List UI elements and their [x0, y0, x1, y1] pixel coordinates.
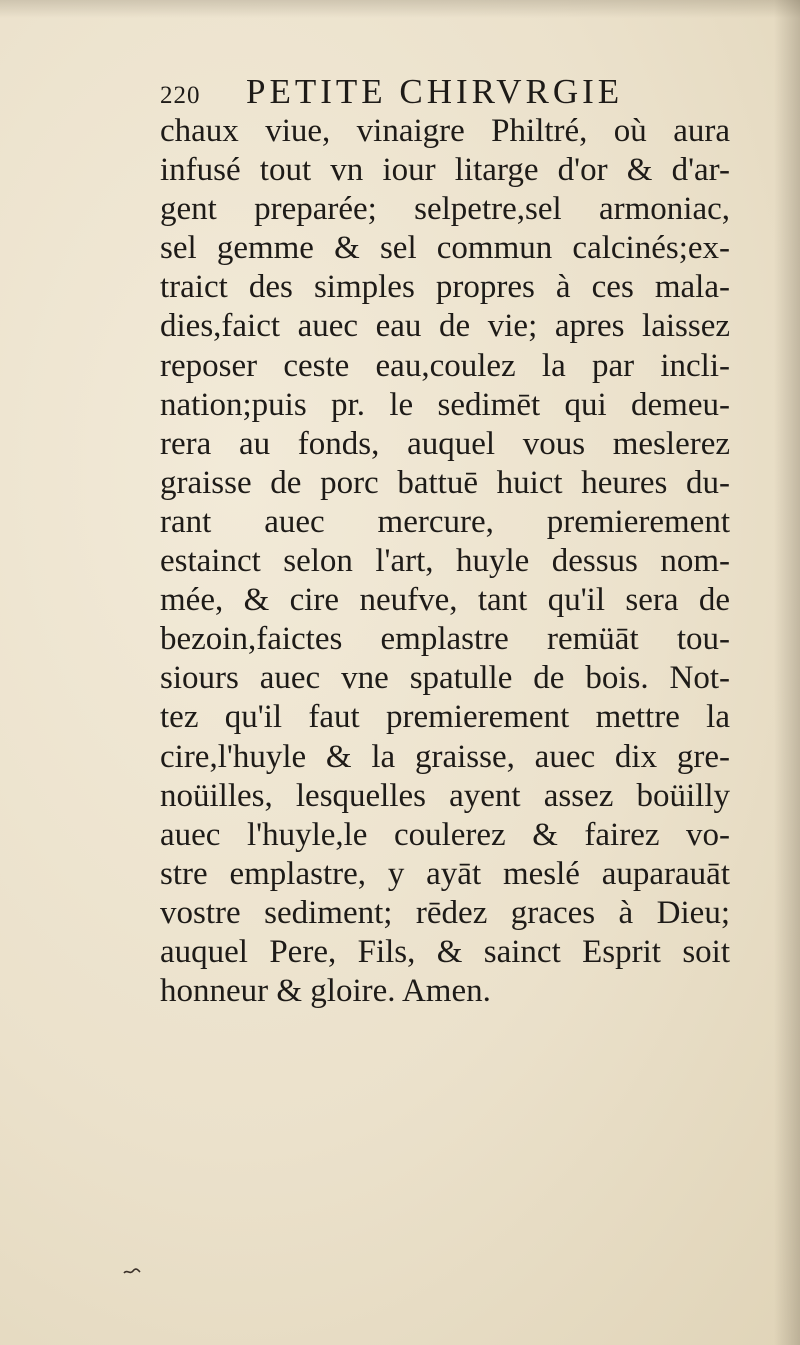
page-number: 220	[160, 82, 201, 109]
text-line: gent preparée; selpetre,sel armoniac,	[160, 191, 730, 228]
text-line: auec l'huyle,le coulerez & fairez vo-	[160, 816, 730, 853]
text-line: noüilles, lesquelles ayent assez boüilly	[160, 777, 730, 814]
text-line: cire,l'huyle & la graisse, auec dix gre-	[160, 738, 730, 775]
page-header	[160, 72, 680, 116]
text-line: infusé tout vn iour litarge d'or & d'ar-	[160, 152, 730, 189]
text-line: rant auec mercure, premierement	[160, 503, 730, 540]
text-line: chaux viue, vinaigre Philtré, où aura	[160, 113, 730, 149]
text-line: sel gemme & sel commun calcinés;ex-	[160, 230, 730, 267]
text-line: tez qu'il faut premierement mettre la	[160, 699, 730, 736]
text-line: nation;puis pr. le sedimēt qui demeu-	[160, 386, 730, 423]
running-head: PETITE CHIRVRGIE	[246, 72, 624, 111]
page-gutter-shadow	[774, 0, 800, 1345]
text-line: stre emplastre, y ayāt meslé auparauāt	[160, 855, 730, 892]
text-line-last: honneur & gloire. Amen.	[160, 973, 491, 1010]
ink-smudge	[123, 1266, 141, 1276]
ink-smudge-icon	[123, 1266, 141, 1276]
text-line: graisse de porc battuē huict heures du-	[160, 464, 730, 501]
text-line: bezoin,faictes emplastre remüāt tou-	[160, 621, 730, 658]
text-line: auquel Pere, Fils, & sainct Esprit soit	[160, 933, 730, 970]
text-line: rera au fonds, auquel vous meslerez	[160, 425, 730, 462]
text-line: mée, & cire neufve, tant qu'il sera de	[160, 582, 730, 619]
text-line: dies,faict auec eau de vie; apres laissez	[160, 308, 730, 345]
text-line: reposer ceste eau,coulez la par incli-	[160, 347, 730, 384]
page-top-shadow	[0, 0, 800, 18]
text-line: vostre sediment; rēdez graces à Dieu;	[160, 894, 730, 931]
body-text	[160, 112, 730, 1011]
text-line: estainct selon l'art, huyle dessus nom-	[160, 543, 730, 580]
text-line: siours auec vne spatulle de bois. Not-	[160, 660, 730, 697]
text-line: traict des simples propres à ces mala-	[160, 269, 730, 306]
